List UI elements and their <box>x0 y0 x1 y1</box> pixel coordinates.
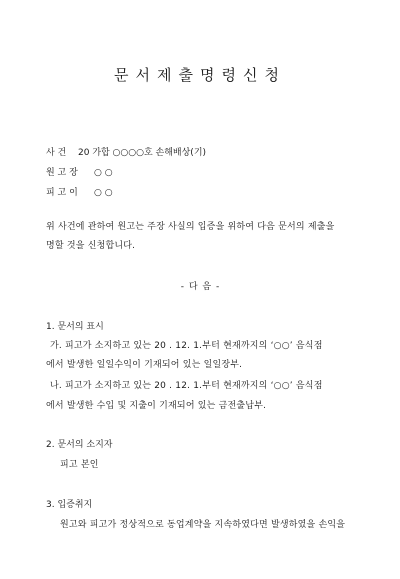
next-heading: - 다 음 - <box>180 282 220 292</box>
case-value: 20 가합 ○○○○호 손해배상(기) <box>78 148 207 158</box>
section-1-item-b-line-2: 에서 발생한 수입 및 지출이 기재되어 있는 금전출납부. <box>46 401 267 411</box>
plaintiff-name: ○ ○ <box>94 168 113 178</box>
intro-line-2: 명할 것을 신청합니다. <box>46 241 136 251</box>
defendant-label: 피 고 이 <box>46 188 78 198</box>
section-3-body: 원고와 피고가 정상적으로 동업계약을 지속하였다면 발생하였을 손익을 <box>60 520 346 530</box>
section-1-item-b-line-1: 나. 피고가 소지하고 있는 20 . 12. 1.부터 현재까지의 ‘○○’ 음식점 <box>50 381 323 391</box>
plaintiff-label: 원 고 장 <box>46 168 78 178</box>
document-title: 문서제출명령신청 <box>114 66 286 84</box>
section-2-body: 피고 본인 <box>60 460 99 470</box>
section-3-heading: 3. 입증취지 <box>46 500 93 510</box>
section-1-item-a-line-2: 에서 발생한 일일수익이 기재되어 있는 일일장부. <box>46 360 243 370</box>
section-1-item-a-line-1: 가. 피고가 소지하고 있는 20 . 12. 1.부터 현재까지의 ‘○○’ 음식점 <box>50 341 323 351</box>
section-2-heading: 2. 문서의 소지자 <box>46 440 113 450</box>
defendant-name: ○ ○ <box>94 188 113 198</box>
section-1-heading: 1. 문서의 표시 <box>46 322 104 332</box>
intro-line-1: 위 사건에 관하여 원고는 주장 사실의 입증을 위하여 다음 문서의 제출을 <box>46 222 335 232</box>
case-label: 사 건 <box>46 148 67 158</box>
